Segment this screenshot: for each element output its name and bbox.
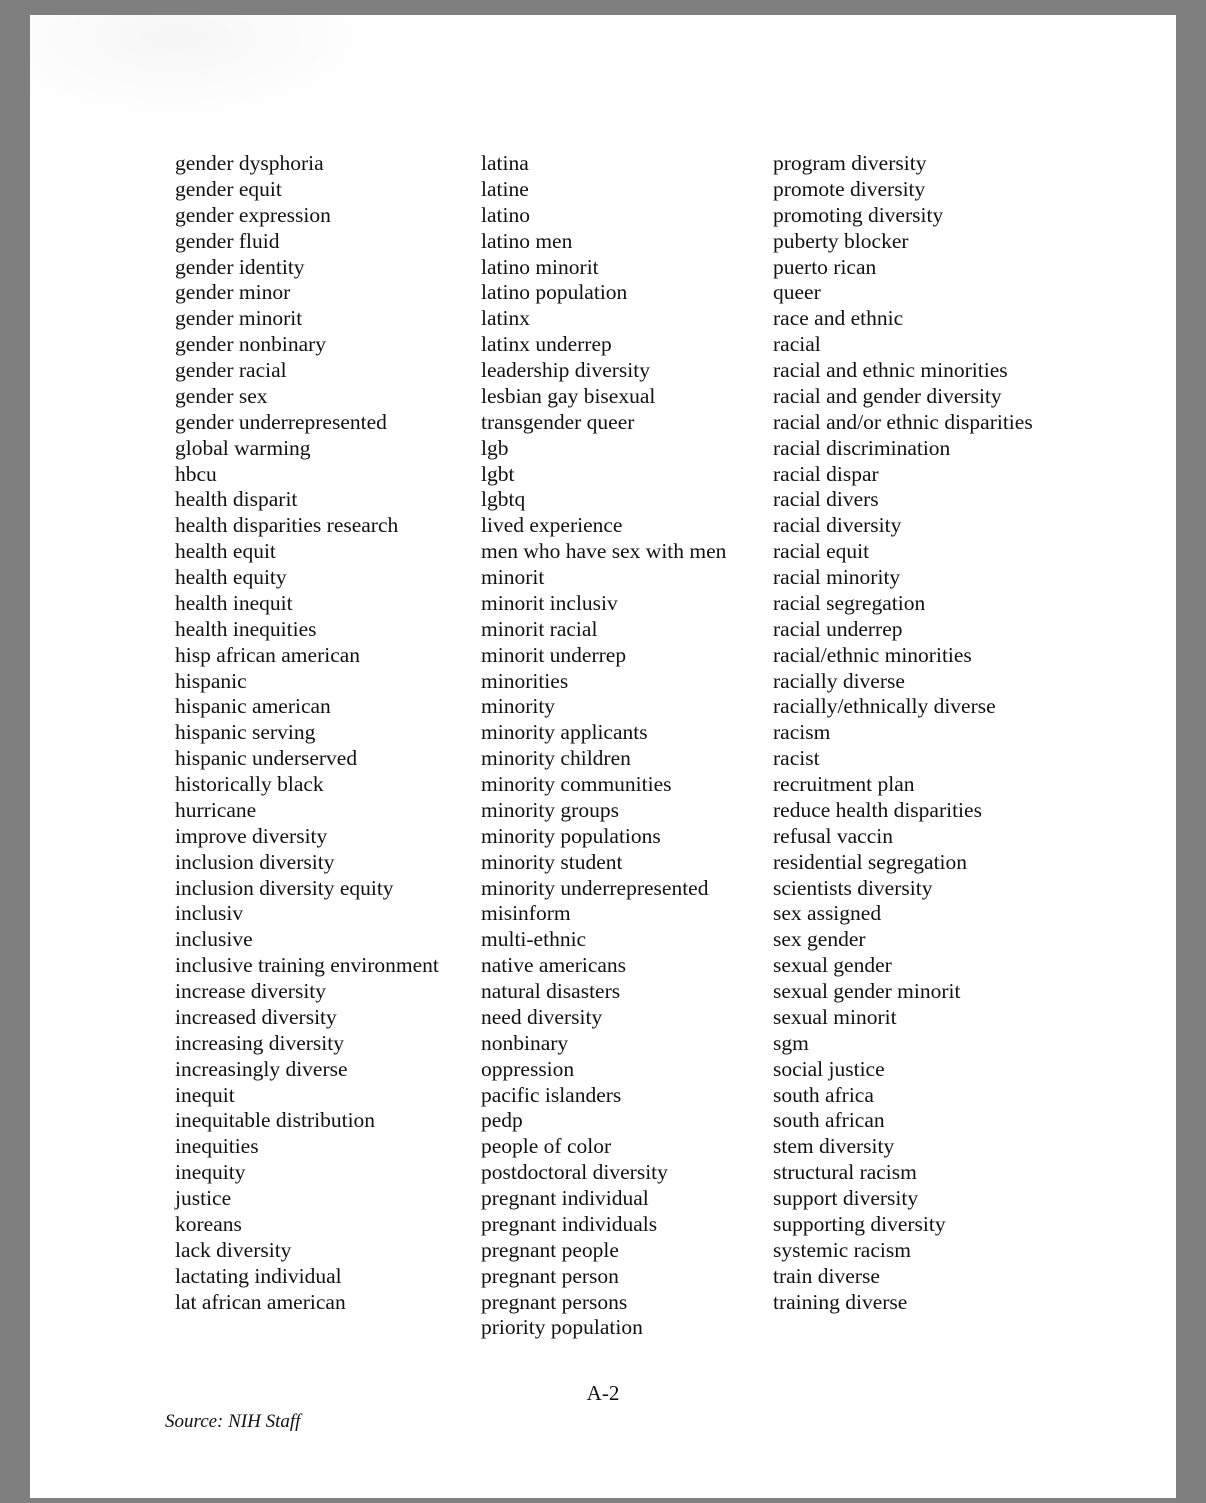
term-item: minority student (481, 849, 623, 874)
term-item: training diverse (773, 1289, 908, 1314)
term-item: koreans (175, 1211, 242, 1236)
term-item: hbcu (175, 461, 217, 486)
term-item: health equity (175, 565, 287, 589)
term-item: improve diversity (175, 823, 328, 848)
term-item: increasing diversity (175, 1030, 344, 1055)
term-item: need diversity (481, 1004, 603, 1029)
term-item: racial/ethnic minorities (773, 642, 972, 667)
term-item: hisp african american (175, 642, 361, 667)
document-page (30, 15, 1176, 1498)
term-item: pedp (481, 1108, 523, 1133)
term-item: hispanic (175, 668, 247, 693)
term-item: health disparities research (175, 513, 399, 538)
term-item: reduce health disparities (773, 797, 982, 822)
term-item: lgbtq (481, 487, 526, 512)
term-item: racially diverse (773, 668, 905, 693)
term-item: minority applicants (481, 720, 648, 745)
term-item: sexual gender (773, 953, 892, 978)
term-item: gender underrepresented (175, 409, 387, 434)
term-item: scientists diversity (773, 875, 933, 900)
term-item: increase diversity (175, 979, 327, 1003)
term-item: recruitment plan (773, 772, 915, 796)
term-item: racial and gender diversity (773, 383, 1002, 408)
term-item: racial divers (773, 487, 879, 512)
term-item: racial and/or ethnic disparities (773, 409, 1033, 434)
term-item: gender identity (175, 254, 305, 279)
term-item: minority populations (481, 823, 661, 848)
term-item: promoting diversity (773, 202, 944, 227)
term-item: supporting diversity (773, 1211, 946, 1236)
term-item: south african (773, 1108, 885, 1133)
term-item: pacific islanders (481, 1082, 622, 1107)
term-item: health inequit (175, 590, 293, 615)
term-item: leadership diversity (481, 358, 650, 382)
term-item: racial underrep (773, 616, 903, 641)
term-item: racial segregation (773, 590, 926, 615)
term-item: support diversity (773, 1186, 919, 1210)
term-item: gender nonbinary (175, 332, 327, 357)
term-item: minority communities (481, 772, 672, 796)
term-item: sexual gender minorit (773, 979, 961, 1003)
term-item: social justice (773, 1056, 885, 1081)
term-item: latinx (481, 306, 530, 331)
term-item: multi-ethnic (481, 927, 587, 952)
term-item: lgbt (481, 461, 515, 486)
term-item: train diverse (773, 1263, 880, 1288)
term-item: lived experience (481, 513, 623, 538)
term-item: pregnant person (481, 1263, 619, 1288)
term-item: inclusive (175, 927, 253, 952)
term-item: minorit racial (481, 616, 598, 641)
term-item: minority (481, 694, 556, 719)
page-number: A-2 (586, 1381, 620, 1405)
term-item: racial discrimination (773, 435, 951, 460)
term-item: minorities (481, 668, 569, 693)
term-item: health equit (175, 539, 276, 564)
term-item: lat african american (175, 1289, 346, 1314)
term-item: lactating individual (175, 1263, 342, 1288)
term-item: gender sex (175, 383, 268, 408)
term-item: people of color (481, 1134, 612, 1159)
term-item: program diversity (773, 151, 927, 175)
term-item: priority population (481, 1315, 643, 1340)
term-item: racial (773, 332, 821, 357)
term-item: native americans (481, 953, 627, 978)
term-item: inequity (175, 1160, 246, 1185)
term-item: residential segregation (773, 849, 968, 874)
term-item: gender equit (175, 176, 282, 201)
term-item: health inequities (175, 616, 317, 641)
term-item: racial and ethnic minorities (773, 358, 1008, 382)
term-item: health disparit (175, 487, 298, 512)
term-item: sgm (773, 1030, 809, 1055)
term-column-1 (175, 151, 439, 1315)
term-item: racial dispar (773, 461, 879, 486)
term-item: minority underrepresented (481, 875, 709, 900)
term-item: increased diversity (175, 1004, 337, 1029)
term-item: racial minority (773, 565, 901, 589)
term-item: transgender queer (481, 409, 635, 434)
term-item: natural disasters (481, 979, 621, 1003)
term-item: latino men (481, 228, 573, 253)
source-note: Source: NIH Staff (165, 1411, 301, 1432)
term-item: lesbian gay bisexual (481, 383, 656, 408)
term-item: justice (175, 1186, 232, 1210)
term-item: minorit inclusiv (481, 590, 618, 615)
term-item: gender fluid (175, 228, 280, 253)
term-item: minorit (481, 565, 545, 589)
term-item: latinx underrep (481, 332, 612, 357)
term-item: minority groups (481, 797, 619, 822)
term-item: racially/ethnically diverse (773, 694, 996, 719)
term-item: sexual minorit (773, 1004, 897, 1029)
term-column-3 (773, 151, 1033, 1315)
term-item: men who have sex with men (481, 539, 727, 564)
term-item: queer (773, 280, 821, 305)
term-item: race and ethnic (773, 306, 904, 331)
term-item: refusal vaccin (773, 823, 893, 848)
term-item: racial equit (773, 539, 870, 564)
term-item: gender minor (175, 280, 291, 305)
term-item: postdoctoral diversity (481, 1160, 668, 1185)
term-item: increasingly diverse (175, 1056, 348, 1081)
scan-smudge (30, 15, 390, 125)
term-item: hispanic underserved (175, 746, 358, 771)
term-item: gender racial (175, 358, 287, 382)
term-item: sex assigned (773, 901, 882, 926)
term-item: nonbinary (481, 1030, 569, 1055)
term-item: structural racism (773, 1160, 917, 1185)
term-item: latino minorit (481, 254, 599, 279)
term-item: global warming (175, 435, 311, 460)
term-item: pregnant persons (481, 1289, 628, 1314)
term-item: promote diversity (773, 176, 926, 201)
term-item: racist (773, 746, 820, 771)
term-item: inclusion diversity equity (175, 875, 394, 900)
term-item: gender minorit (175, 306, 303, 331)
term-column-2 (481, 151, 726, 1341)
term-item: pregnant people (481, 1237, 619, 1262)
term-item: lack diversity (175, 1237, 292, 1262)
term-item: pregnant individuals (481, 1211, 658, 1236)
term-item: puberty blocker (773, 228, 909, 253)
term-item: hispanic serving (175, 720, 316, 745)
term-item: hispanic american (175, 694, 331, 719)
term-item: inclusive training environment (175, 953, 439, 978)
term-item: minority children (481, 746, 631, 771)
term-item: historically black (175, 772, 324, 796)
term-item: oppression (481, 1056, 575, 1081)
term-item: inequit (175, 1082, 235, 1107)
term-item: stem diversity (773, 1134, 895, 1159)
term-item: latine (481, 176, 529, 201)
term-item: racism (773, 720, 831, 745)
term-item: sex gender (773, 927, 866, 952)
term-item: systemic racism (773, 1237, 911, 1262)
term-item: hurricane (175, 797, 257, 822)
term-item: inclusiv (175, 901, 244, 926)
term-item: lgb (481, 435, 509, 460)
term-item: pregnant individual (481, 1186, 649, 1210)
term-item: south africa (773, 1082, 874, 1107)
term-item: gender expression (175, 202, 331, 227)
term-item: inequities (175, 1134, 259, 1159)
term-item: puerto rican (773, 254, 877, 279)
term-item: latina (481, 151, 529, 175)
term-item: latino population (481, 280, 628, 305)
term-item: minorit underrep (481, 642, 627, 667)
term-item: inclusion diversity (175, 849, 335, 874)
term-item: latino (481, 202, 530, 227)
term-item: gender dysphoria (175, 151, 324, 175)
term-item: misinform (481, 901, 571, 926)
term-item: racial diversity (773, 513, 902, 538)
term-item: inequitable distribution (175, 1108, 376, 1133)
